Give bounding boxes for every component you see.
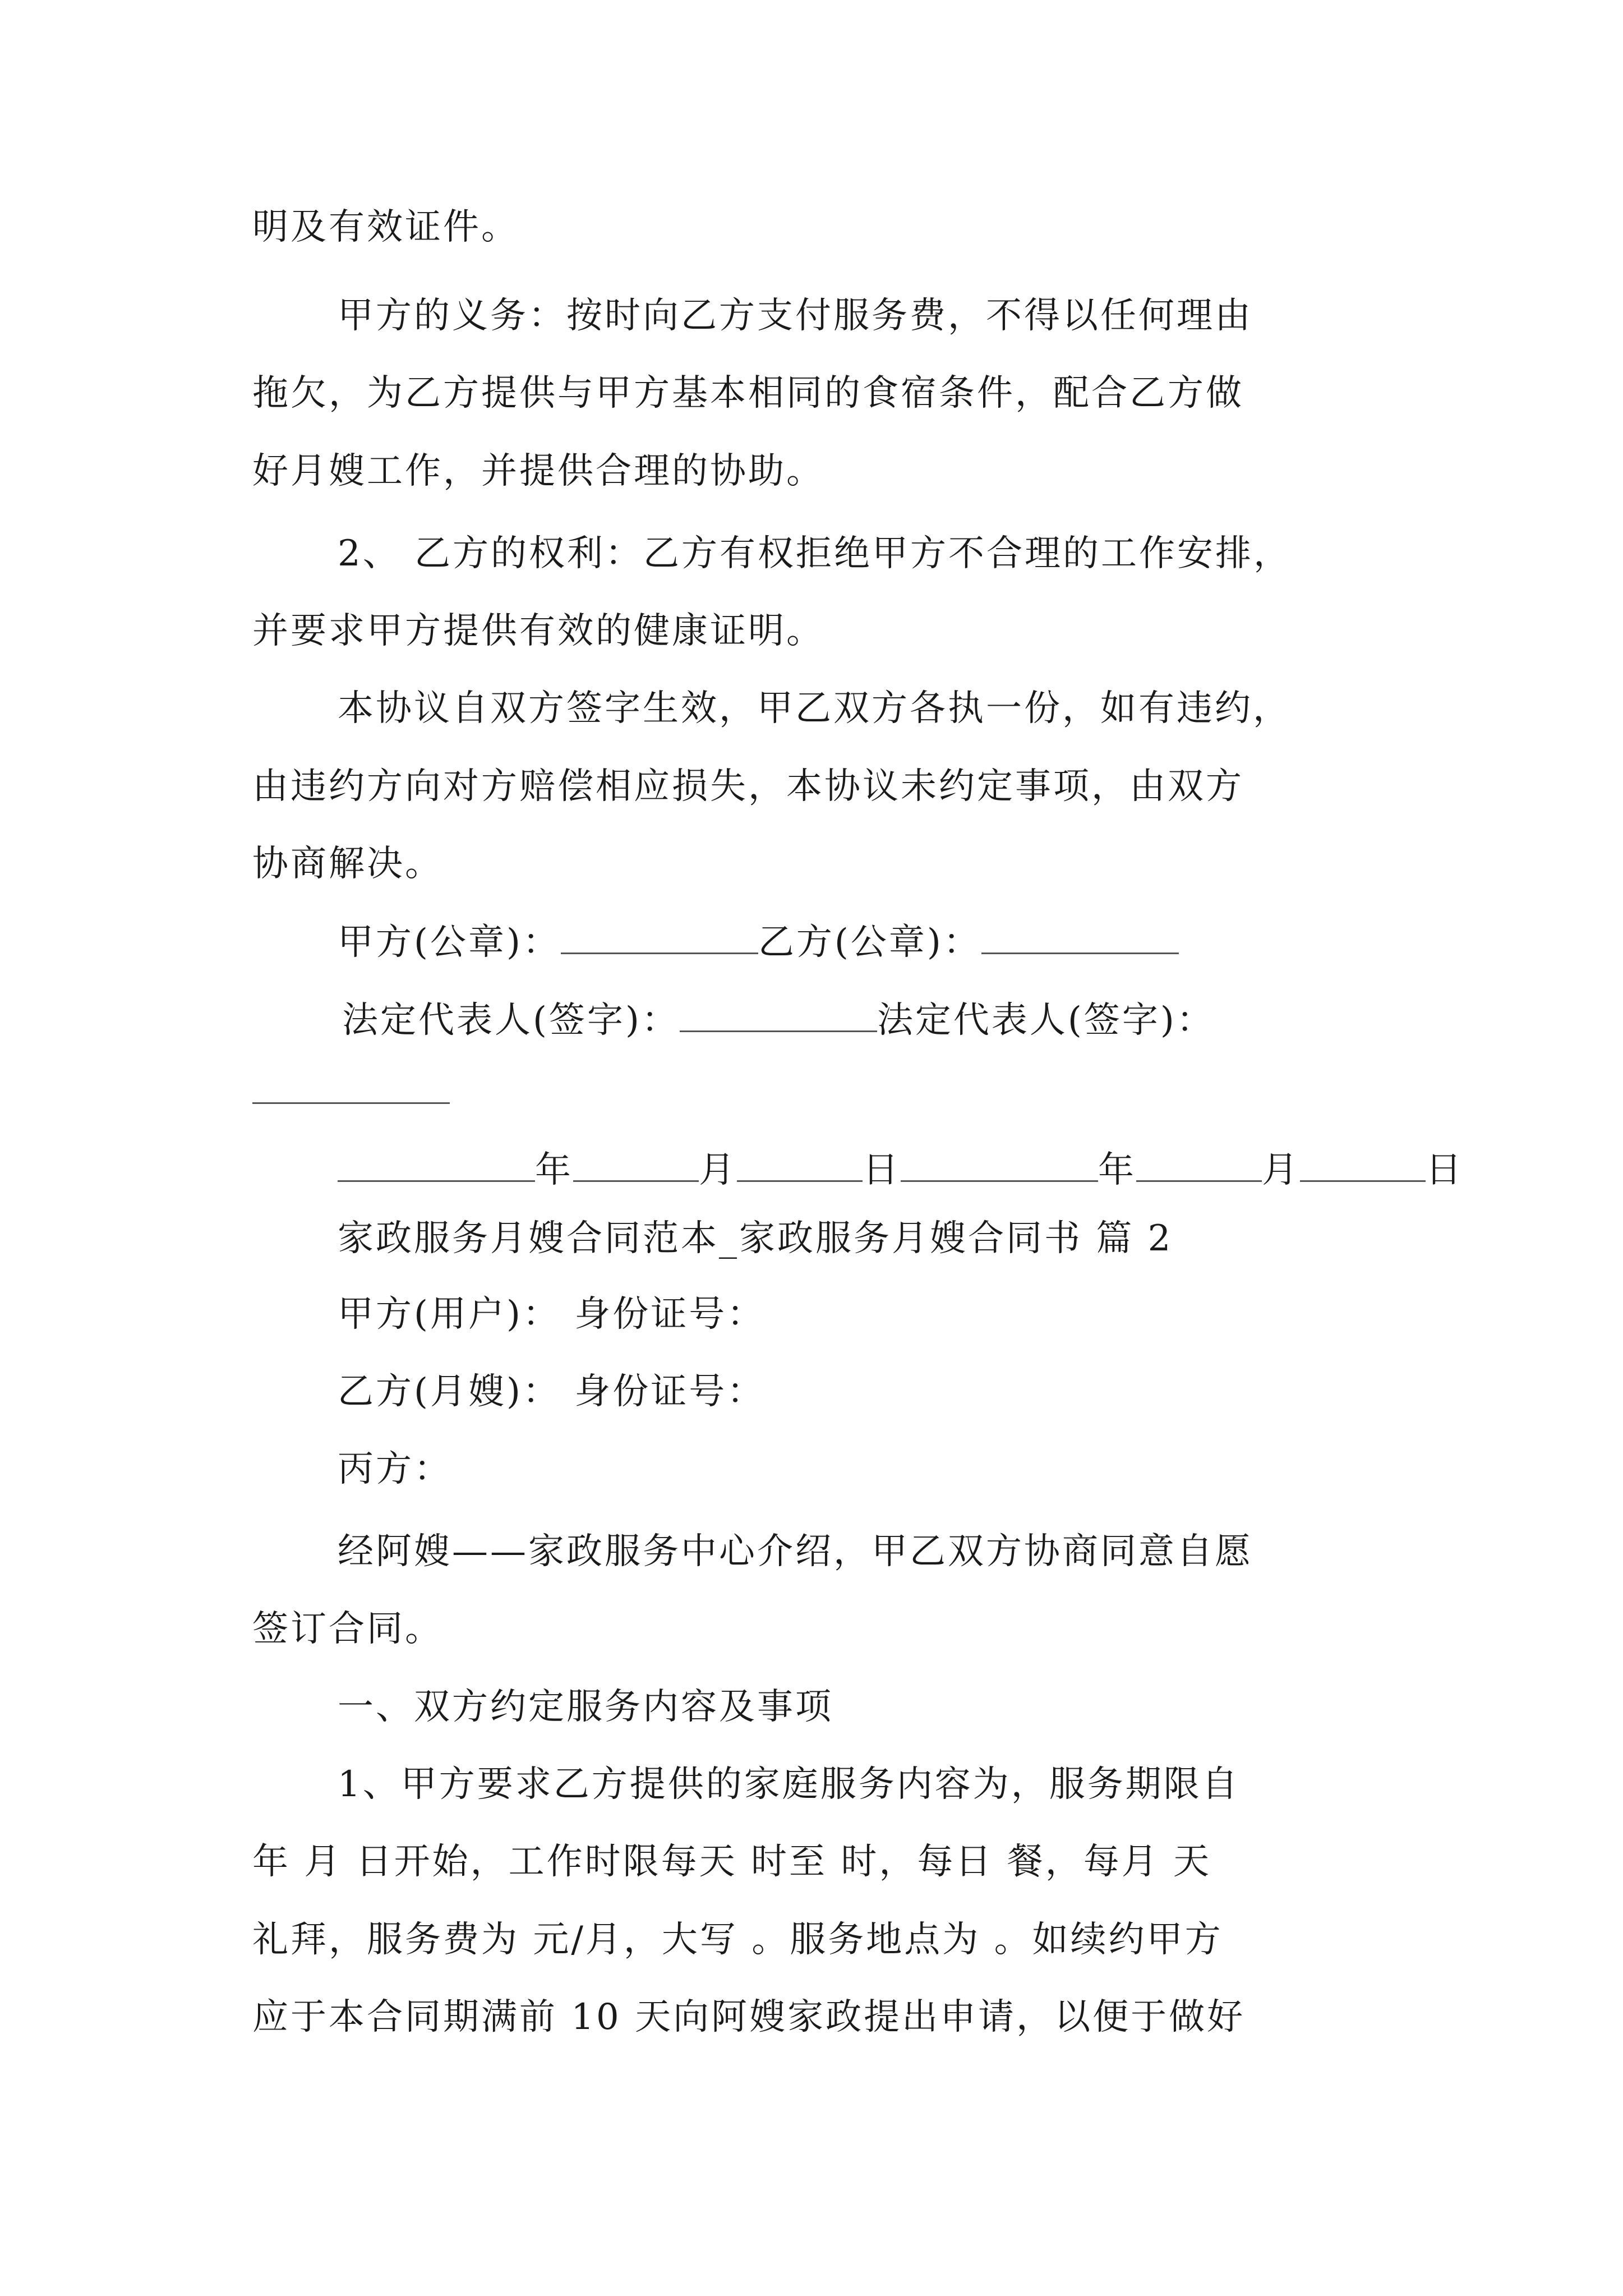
text-line-4: 好月嫂工作，并提供合理的协助。 [252, 450, 824, 492]
date-line [338, 1147, 1464, 1193]
text-line-9: 协商解决。 [252, 843, 443, 885]
text-line-3: 拖欠，为乙方提供与甲方基本相同的食宿条件，配合乙方做 [252, 372, 1244, 414]
text-line-2: 甲方的义务：按时向乙方支付服务费，不得以任何理由 [338, 295, 1253, 337]
date-b-year-blank [901, 1147, 1098, 1182]
date-a-month-blank [573, 1147, 699, 1182]
item-1-line-3: 礼拜，服务费为 元/月，大写 。服务地点为 。如续约甲方 [252, 1919, 1223, 1961]
date-b-month: 月 [1262, 1149, 1300, 1191]
intro-line-2: 签订合同。 [252, 1608, 443, 1650]
date-b-year: 年 [1098, 1149, 1136, 1191]
item-1-line-2: 年 月 日开始，工作时限每天 时至 时，每日 餐，每月 天 [252, 1841, 1212, 1883]
date-a-year: 年 [535, 1149, 573, 1191]
rep-b-continued-line [252, 1069, 450, 1115]
rep-a-blank [680, 997, 877, 1032]
seal-line [338, 919, 1179, 965]
party-b-seal-label: 乙方(公章)： [758, 922, 981, 963]
intro-line-1: 经阿嫂——家政服务中心介绍，甲乙双方协商同意自愿 [338, 1531, 1253, 1572]
party-b-seal-blank [981, 919, 1179, 954]
date-b-day-blank [1300, 1147, 1426, 1182]
date-a-day-blank [737, 1147, 863, 1182]
date-b-month-blank [1136, 1147, 1262, 1182]
text-line-8: 由违约方向对方赔偿相应损失，本协议未约定事项，由双方 [252, 766, 1244, 807]
party-a-seal-blank [561, 919, 758, 954]
date-a-day: 日 [863, 1149, 901, 1191]
party-a-seal-label: 甲方(公章)： [338, 922, 561, 963]
date-b-day: 日 [1426, 1149, 1464, 1191]
party-c-line: 丙方： [338, 1448, 452, 1490]
rep-b-label: 法定代表人(签字)： [877, 1000, 1215, 1041]
date-a-month: 月 [699, 1149, 737, 1191]
item-1-line-4: 应于本合同期满前 10 天向阿嫂家政提出申请，以便于做好 [252, 1996, 1246, 2038]
section-2-title: 家政服务月嫂合同范本_家政服务月嫂合同书 篇 2 [338, 1218, 1173, 1259]
party-b-line: 乙方(月嫂)： 身份证号： [338, 1371, 766, 1412]
text-line-6: 并要求甲方提供有效的健康证明。 [252, 610, 824, 652]
text-line-1: 明及有效证件。 [252, 206, 519, 248]
item-1-line-1: 1、甲方要求乙方提供的家庭服务内容为，服务期限自 [338, 1764, 1240, 1805]
rep-b-blank [252, 1069, 450, 1104]
heading-1: 一、双方约定服务内容及事项 [338, 1686, 833, 1728]
party-a-line: 甲方(用户)： 身份证号： [338, 1294, 766, 1335]
text-line-5: 2、 乙方的权利：乙方有权拒绝甲方不合理的工作安排， [338, 533, 1292, 574]
date-a-year-blank [338, 1147, 535, 1182]
rep-line [342, 997, 1215, 1043]
text-line-7: 本协议自双方签字生效，甲乙双方各执一份，如有违约， [338, 688, 1291, 729]
rep-a-label: 法定代表人(签字)： [342, 1000, 680, 1041]
